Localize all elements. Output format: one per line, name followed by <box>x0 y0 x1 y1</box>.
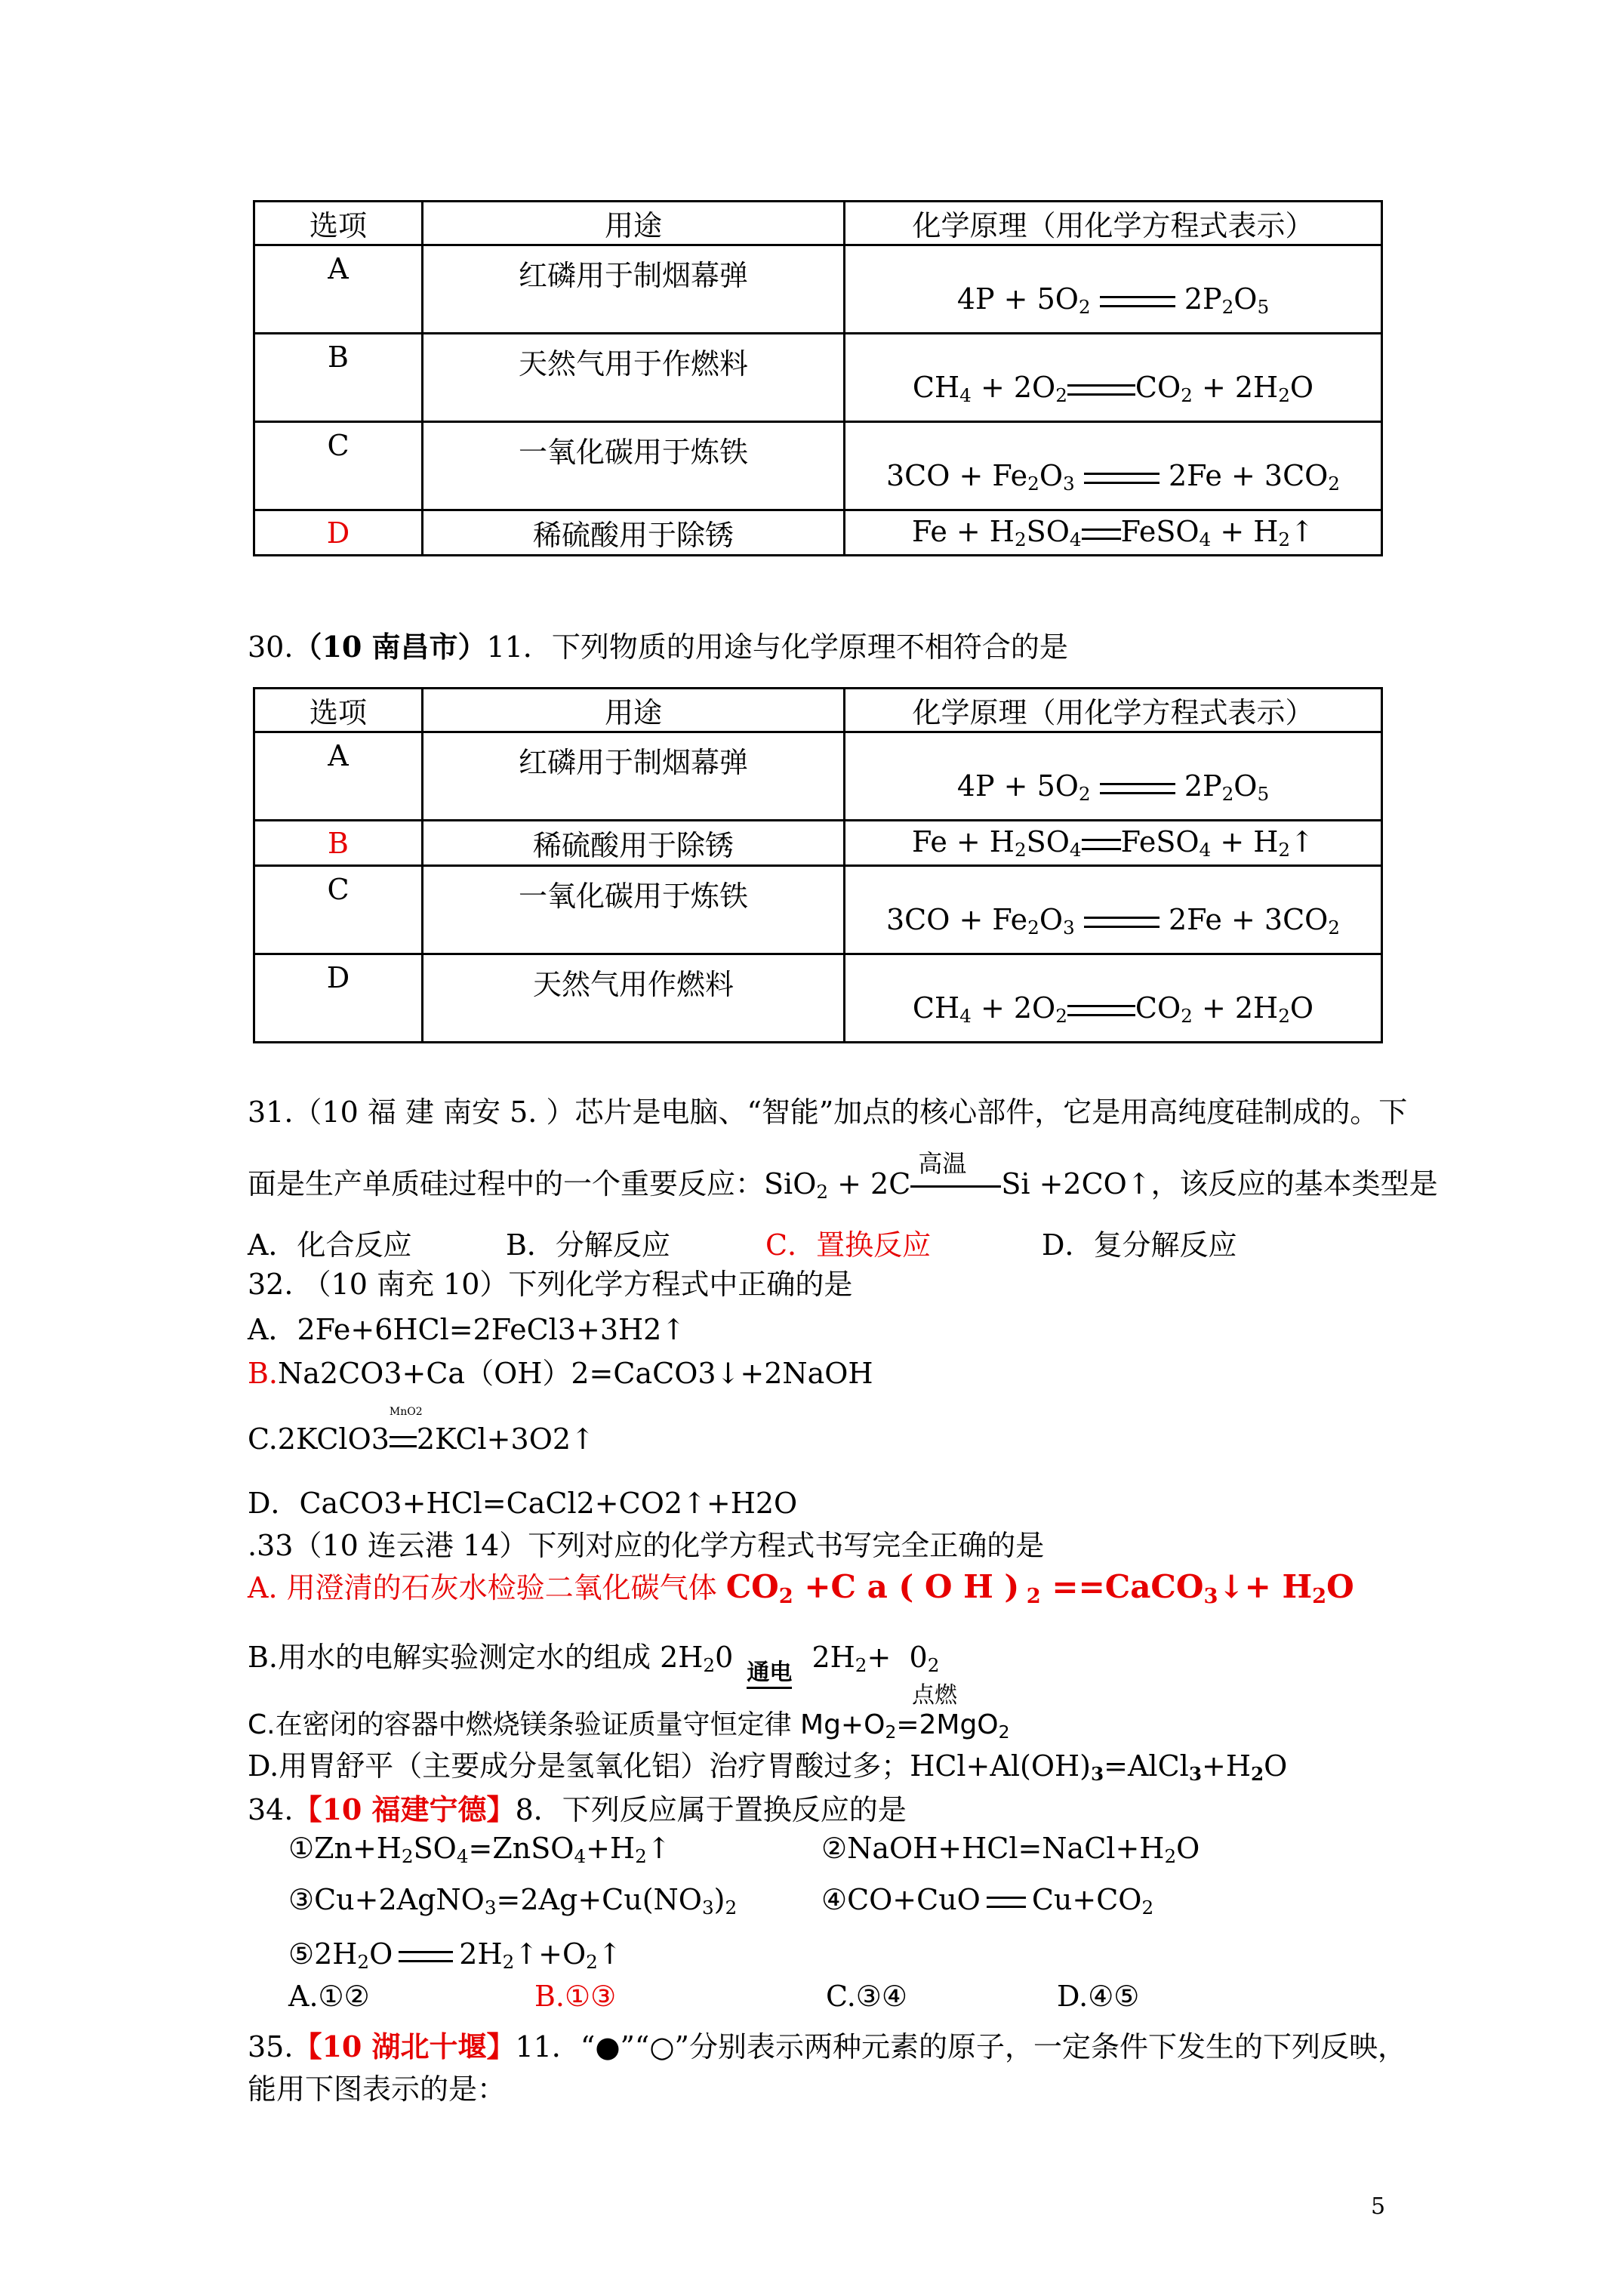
table-header-use: 用途 <box>423 202 845 245</box>
table-row-equation: $CH_4 + 2O_2$ $CO_2 + 2H_2O$ <box>845 954 1382 1043</box>
option-b-answer: B.①③ <box>534 1980 617 2013</box>
condition-high-temp: 高温 <box>918 1149 967 1178</box>
table-row-equation: $4P + 5O_2$ $2P_2O_5$ <box>845 732 1382 821</box>
option-a: A．化合反应 <box>248 1228 412 1262</box>
question-32-b: B.Na2CO3+Ca（OH）2=CaCO3↓+2NaOH <box>248 1357 873 1390</box>
option-c: C.③④ <box>826 1980 907 2013</box>
table-header-use: 用途 <box>423 689 845 732</box>
table-row-option: B <box>254 334 423 422</box>
table-row-use: 一氧化碳用于炼铁 <box>423 422 845 510</box>
table-row-use: 稀硫酸用于除锈 <box>423 510 845 556</box>
option-a: A.①② <box>288 1980 370 2013</box>
table-row-option: D <box>254 954 423 1043</box>
question-32-d: D．CaCO3+HCl=CaCl2+CO2↑+H2O <box>248 1487 798 1520</box>
table-row-option: A <box>254 245 423 334</box>
question-31-line2: 面是生产单质硅过程中的一个重要反应：SiO$_2$ + 2C 高温 Si +2CO↑，该反应的基本类型是 <box>248 1160 1438 1203</box>
table-row-use: 天然气用作燃料 <box>423 954 845 1043</box>
table-row-use: 天然气用于作燃料 <box>423 334 845 422</box>
table-row-option: C <box>254 866 423 954</box>
question-33-b: B.用水的电解实验测定水的组成 $2H_20$ 通电 $2H_2+ 0_2$ <box>248 1634 939 1676</box>
table-1 <box>253 200 1383 556</box>
table-row-option: B <box>254 821 423 866</box>
question-35-stem: 35.【10 湖北十堰】11．“●”“○”分别表示两种元素的原子，一定条件下发生的下列反映， <box>248 2029 1406 2063</box>
question-33-c: C.在密闭的容器中燃烧镁条验证质量守恒定律 $Mg+O_2=2MgO_2$ <box>248 1709 1010 1743</box>
option-d: D.④⑤ <box>1057 1980 1140 2013</box>
table-row-use: 红磷用于制烟幕弹 <box>423 732 845 821</box>
table-row-equation: $CH_4 + 2O_2$ $CO_2 + 2H_2O$ <box>845 334 1382 422</box>
question-30: 30.（10 南昌市）11．下列物质的用途与化学原理不相符合的是 <box>248 630 1068 664</box>
option-b: B．分解反应 <box>506 1228 670 1262</box>
question-35-line2: 能用下图表示的是： <box>248 2073 507 2106</box>
reaction-3: $③Cu+2AgNO_3=2Ag+Cu(NO_3)_2$ <box>288 1883 738 1919</box>
question-33-a: A. 用澄清的石灰水检验二氧化碳气体 $CO_2 +C$ a ( O H ) $_2$ ==CaCO$_3$↓+ $H_2O$ <box>248 1568 1354 1608</box>
table-row-equation: $Fe + H_2SO_4$ FeSO$_4$ + $H_2↑$ <box>845 510 1382 556</box>
condition-electrolysis: 通电 <box>747 1653 792 1689</box>
question-32-stem: 32. （10 南充 10）下列化学方程式中正确的是 <box>248 1268 853 1301</box>
question-33-stem: .33（10 连云港 14）下列对应的化学方程式书写完全正确的是 <box>248 1529 1045 1562</box>
reaction-4: ④CO+CuO $Cu+CO_2$ <box>821 1883 1154 1919</box>
table-row-equation: $3CO + Fe_2O_3$ $2Fe + 3CO_2$ <box>845 422 1382 510</box>
condition-ignite: 点燃 <box>912 1682 957 1709</box>
table-header-option: 选项 <box>254 202 423 245</box>
table-row-use: 一氧化碳用于炼铁 <box>423 866 845 954</box>
table-row-option: D <box>254 510 423 556</box>
table-row-option: A <box>254 732 423 821</box>
question-32-a: A．2Fe+6HCl=2FeCl3+3H2↑ <box>248 1313 686 1346</box>
table-header-option: 选项 <box>254 689 423 732</box>
table-header-principle: 化学原理（用化学方程式表示） <box>845 202 1382 245</box>
option-c-answer: C．置换反应 <box>765 1228 932 1262</box>
question-33-d: D.用胃舒平（主要成分是氢氧化铝）治疗胃酸过多；$HCl+Al(OH)_3=AlCl_3+H_2O$ <box>248 1749 1288 1786</box>
option-d: D．复分解反应 <box>1042 1228 1237 1262</box>
table-row-equation: $Fe + H_2SO_4$ FeSO$_4$ + $H_2↑$ <box>845 821 1382 866</box>
question-31-line1: 31.（10 福 建 南安 5. ）芯片是电脑、“智能”加点的核心部件，它是用高纯度硅制成的。下 <box>248 1096 1408 1129</box>
table-row-use: 红磷用于制烟幕弹 <box>423 245 845 334</box>
reaction-5: $⑤2H_2O$ $2H_2↑+O_2↑$ <box>288 1937 622 1974</box>
table-row-use: 稀硫酸用于除锈 <box>423 821 845 866</box>
question-32-c: C.2KClO3 MnO2 2KCl+3O2↑ <box>248 1406 595 1456</box>
table-2 <box>253 687 1383 1043</box>
table-row-option: C <box>254 422 423 510</box>
table-header-principle: 化学原理（用化学方程式表示） <box>845 689 1382 732</box>
table-row-equation: $4P + 5O_2$ $2P_2O_5$ <box>845 245 1382 334</box>
reaction-2: $②NaOH+HCl=NaCl+H_2O$ <box>821 1832 1200 1868</box>
page-number: 5 <box>1371 2193 1386 2220</box>
reaction-1: $①Zn+H_2SO_4=ZnSO_4+H_2↑$ <box>288 1832 671 1868</box>
question-34-stem: 34.【10 福建宁德】8．下列反应属于置换反应的是 <box>248 1792 907 1826</box>
table-row-equation: $3CO + Fe_2O_3$ $2Fe + 3CO_2$ <box>845 866 1382 954</box>
